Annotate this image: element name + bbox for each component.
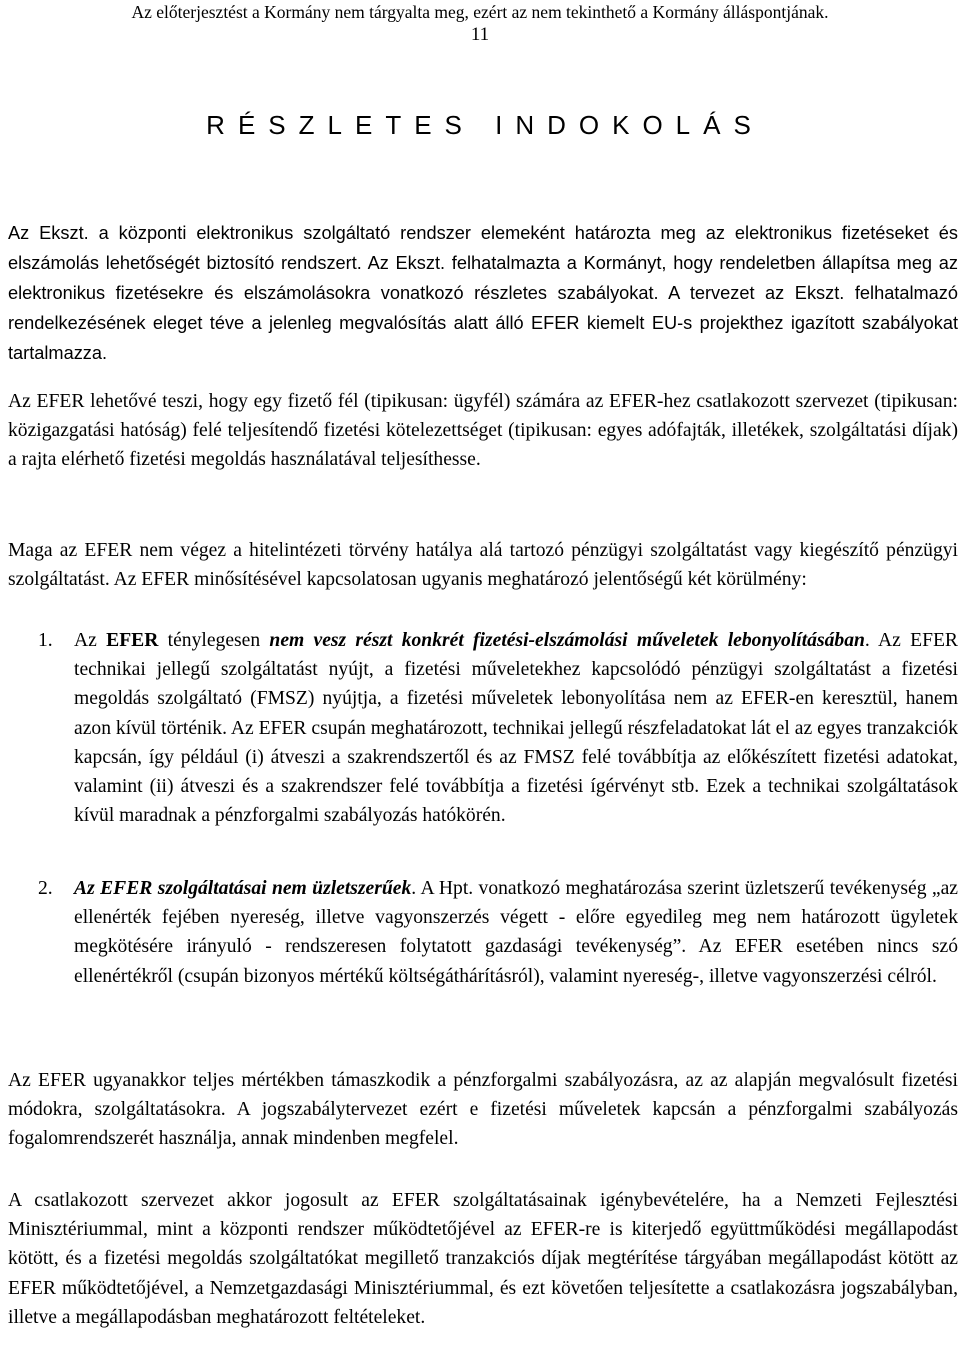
list-item-text: Az EFER szolgáltatásai nem üzletszerűek. A Hpt. vonatkozó meghatározása szerint üzletszerű tevékenység „az ellenérték fejében nyereség, illetve vagyonszerzés végett - előre egyedileg meg nem határozott ügyletek megkötésére irányuló - rendszeresen folytatott gazdasági tevékenység”. Az EFER esetében nincs szó ellenértékről (csupán bizonyos mértékű költségáthárításról), valamint nyereség-, illetve vagyonszerzési célról. bbox=[74, 878, 959, 987]
emphasis-bold-italic: Az EFER szolgáltatásai nem üzletszerűek bbox=[74, 878, 412, 899]
list-number: 1. bbox=[38, 630, 53, 651]
page-number: 11 bbox=[470, 24, 490, 45]
header-disclaimer: Az előterjesztést a Kormány nem tárgyalta meg, ezért az nem tekinthető a Kormány álláspontjának. bbox=[131, 2, 829, 22]
section-title: RÉSZLETES INDOKOLÁS bbox=[206, 110, 764, 140]
emphasis-bold-italic: nem vesz részt konkrét fizetési-elszámolási műveletek lebonyolításában bbox=[269, 630, 865, 651]
list-number: 2. bbox=[38, 878, 53, 899]
paragraph-efer-qualification: Maga az EFER nem végez a hitelintézeti törvény hatálya alá tartozó pénzügyi szolgáltatást vagy kiegészítő pénzügyi szolgáltatást. Az EFER minősítésével kapcsolatosan ugyanis meghatározó jelentőségű két körülmény: bbox=[8, 540, 958, 591]
paragraph-connected-organization: A csatlakozott szervezet akkor jogosult az EFER szolgáltatásainak igénybevételére, ha a Nemzeti Fejlesztési Minisztériummal, mint a központi rendszer működtetőjével az EFER-re is kiterjedő együttműködési megállapodást kötött, és a fizetési megoldás szolgáltatókat megillető tranzakciós díjak megtérítése tárgyában megállapodást kötött az EFER működtetőjével, a Nemzetgazdasági Minisztériummal, és ezt követően teljesítette a csatlakozásra jogszabályban, illetve a megállapodásban meghatározott feltételeket. bbox=[8, 1190, 958, 1328]
emphasis-bold: EFER bbox=[106, 630, 159, 651]
intro-paragraph: Az Ekszt. a központi elektronikus szolgáltató rendszer elemeként határozta meg az elektronikus fizetéseket és elszámolás lehetőségét biztosító rendszert. Az Ekszt. felhatalmazta a Kormányt, hogy rendeletben állapítsa meg az elektronikus fizetésekre és elszámolásokra vonatkozó részletes szabályokat. A tervezet az Ekszt. felhatalmazó rendelkezésének eleget téve a jelenleg megvalósítás alatt álló EFER kiemelt EU-s projekthez igazított szabályokat tartalmazza. bbox=[8, 223, 958, 363]
paragraph-efer-description: Az EFER lehetővé teszi, hogy egy fizető fél (tipikusan: ügyfél) számára az EFER-hez csatlakozott szervezet (tipikusan: közigazgatási hatóság) felé teljesítendő fizetési kötelezettséget (tipikusan: egyes adófajták, illetékek, szolgáltatási díjak) a rajta elérhető fizetési megoldás használatával teljesíthesse. bbox=[8, 391, 958, 471]
paragraph-payment-regulation: Az EFER ugyanakkor teljes mértékben támaszkodik a pénzforgalmi szabályozásra, az az alapján megvalósult fizetési módokra, szolgáltatásokra. A jogszabálytervezet ezért e fizetési műveletek kapcsán a pénzforgalmi szabályozás fogalomrendszerét használja, annak mindenben megfelel. bbox=[8, 1070, 958, 1150]
list-item-text: Az EFER ténylegesen nem vesz részt konkrét fizetési-elszámolási műveletek lebonyolításában. Az EFER technikai jellegű szolgáltatást nyújt, a fizetési műveletekhez kapcsolódó pénzügyi szolgáltatást a fizetési megoldás szolgáltató (FMSZ) nyújtja, a fizetési műveletek lebonyolítása nem az EFER-en keresztül, hanem azon kívül történik. Az EFER csupán meghatározott, technikai jellegű részfeladatokat lát el az egyes tranzakciók kapcsán, így például (i) átveszi a szakrendszertől és az FMSZ felé továbbítja az előkészített fizetési adatokat, valamint (ii) átveszi és a szakrendszer felé továbbítja a fizetési ígérvényt stb. Ezek a technikai szolgáltatások kívül maradnak a pénzforgalmi szabályozás hatókörén. bbox=[74, 630, 959, 827]
